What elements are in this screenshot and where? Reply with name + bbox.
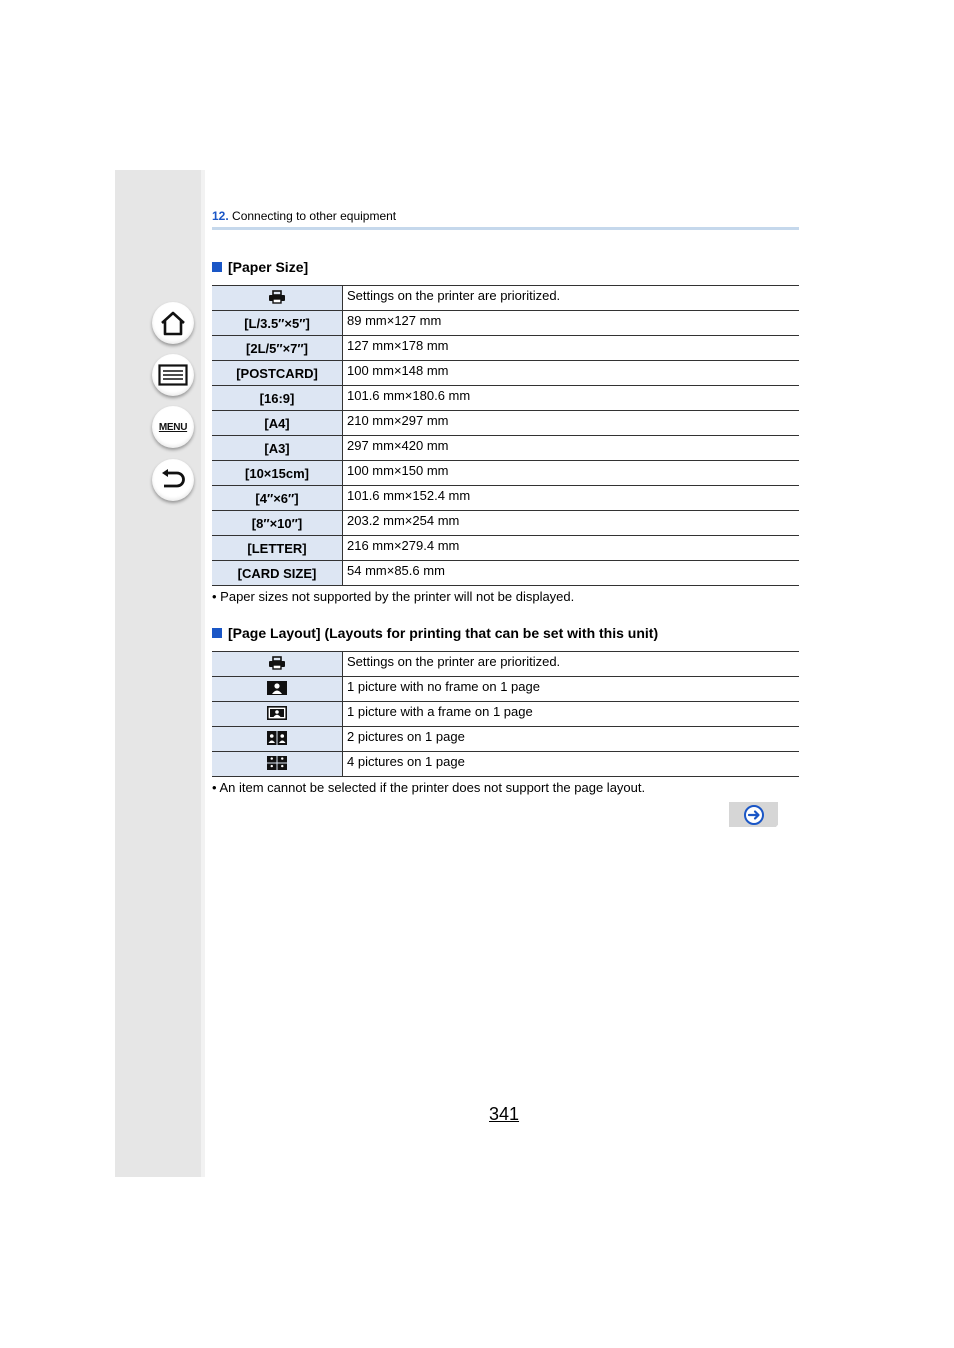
paper-size-table (212, 285, 799, 586)
table-row (212, 486, 799, 511)
table-key: [10×15cm] (212, 461, 343, 486)
paper-size-title: [Paper Size] (228, 259, 309, 275)
bullet-square-icon (212, 628, 222, 638)
table-key (212, 652, 343, 677)
table-value: 1 picture with a frame on 1 page (343, 702, 800, 727)
page-number: 341 (489, 1104, 520, 1124)
back-button[interactable] (152, 459, 194, 501)
layout-frame-icon (267, 706, 287, 720)
table-key (212, 727, 343, 752)
table-value: 216 mm×279.4 mm (343, 536, 800, 561)
table-value: 297 mm×420 mm (343, 436, 800, 461)
table-key (212, 702, 343, 727)
table-value: 100 mm×148 mm (343, 361, 800, 386)
chapter-number: 12. (212, 209, 229, 223)
table-value: 101.6 mm×152.4 mm (343, 486, 800, 511)
table-value: Settings on the printer are prioritized. (343, 286, 800, 311)
bullet-square-icon (212, 262, 222, 272)
paper-size-heading (212, 259, 308, 275)
table-row (212, 336, 799, 361)
next-arrow-icon (743, 804, 765, 826)
chapter-rule (212, 227, 799, 230)
table-key: [CARD SIZE] (212, 561, 343, 586)
home-icon (159, 310, 187, 336)
table-key: [16:9] (212, 386, 343, 411)
menu-icon: MENU (158, 421, 188, 433)
table-row (212, 561, 799, 586)
table-value: 101.6 mm×180.6 mm (343, 386, 800, 411)
table-value: 203.2 mm×254 mm (343, 511, 800, 536)
table-value: 54 mm×85.6 mm (343, 561, 800, 586)
layout-2up-icon (267, 731, 287, 745)
table-key: [8″×10″] (212, 511, 343, 536)
table-key: [POSTCARD] (212, 361, 343, 386)
table-value: 2 pictures on 1 page (343, 727, 800, 752)
layout-4up-icon (267, 756, 287, 770)
layout-no-frame-icon (267, 681, 287, 695)
table-value: 4 pictures on 1 page (343, 752, 800, 777)
page-layout-title: [Page Layout] (Layouts for printing that can be set with this unit) (228, 625, 659, 641)
printer-icon (268, 656, 286, 670)
table-value: Settings on the printer are prioritized. (343, 652, 800, 677)
list-icon (158, 364, 188, 386)
back-icon (159, 468, 187, 492)
table-key (212, 286, 343, 311)
menu-button[interactable] (152, 406, 194, 448)
table-row (212, 677, 799, 702)
sidebar-divider (201, 170, 205, 1177)
table-key: [2L/5″×7″] (212, 336, 343, 361)
table-value: 1 picture with no frame on 1 page (343, 677, 800, 702)
table-row (212, 311, 799, 336)
table-row (212, 411, 799, 436)
table-row (212, 652, 799, 677)
chapter-title: Connecting to other equipment (232, 209, 397, 223)
table-row (212, 386, 799, 411)
table-key: [A3] (212, 436, 343, 461)
table-key: [A4] (212, 411, 343, 436)
table-key: [LETTER] (212, 536, 343, 561)
table-key: [4″×6″] (212, 486, 343, 511)
table-row (212, 727, 799, 752)
page-layout-note: • An item cannot be selected if the printer does not support the page layout. (212, 780, 646, 795)
table-row (212, 361, 799, 386)
table-value: 89 mm×127 mm (343, 311, 800, 336)
home-button[interactable] (152, 302, 194, 344)
table-row (212, 752, 799, 777)
table-row (212, 702, 799, 727)
page-layout-heading (212, 625, 658, 641)
paper-size-note: • Paper sizes not supported by the printer will not be displayed. (212, 589, 575, 604)
table-key (212, 677, 343, 702)
table-key (212, 752, 343, 777)
table-row (212, 286, 799, 311)
table-value: 100 mm×150 mm (343, 461, 800, 486)
table-value: 210 mm×297 mm (343, 411, 800, 436)
table-row (212, 511, 799, 536)
table-value: 127 mm×178 mm (343, 336, 800, 361)
contents-button[interactable] (152, 354, 194, 396)
printer-icon (268, 290, 286, 304)
table-row (212, 536, 799, 561)
table-row (212, 436, 799, 461)
table-row (212, 461, 799, 486)
page-layout-table (212, 651, 799, 777)
table-key: [L/3.5″×5″] (212, 311, 343, 336)
chapter-header (212, 209, 396, 223)
